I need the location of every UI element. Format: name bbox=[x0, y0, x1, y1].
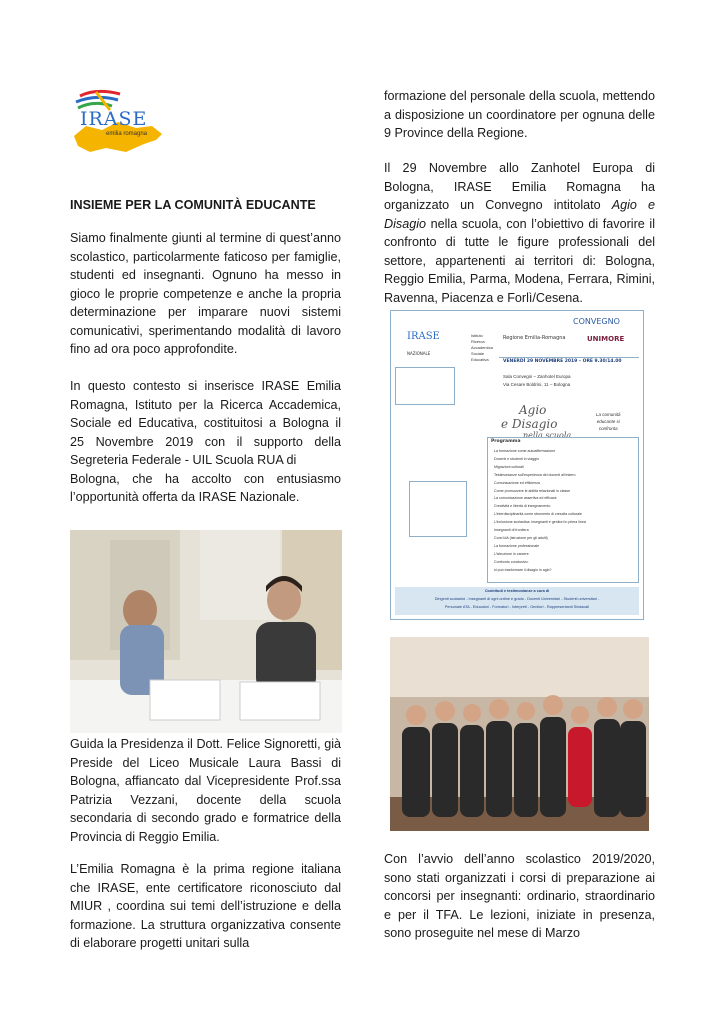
logo-region: emilia romagna bbox=[106, 131, 148, 137]
poster-program-list bbox=[494, 448, 638, 575]
poster-program-item: L’inclusione scolastica: insegnanti e genitori in prima linea bbox=[494, 520, 586, 525]
poster-program-item: Come promuovere le abilità relazionali in classe bbox=[494, 488, 571, 493]
p2-emphasis: Agio e Disagio bbox=[384, 198, 655, 231]
p2-line: 25 Novembre 2019 con il supporto della bbox=[70, 434, 341, 449]
p2-post: nella scuola, con l’obiettivo di favorire il confronto di tutte le figure professionali del settore, appartenenti ai territori di: Bologna, Reggio Emilia, Parma, Modena, Ferrara, Rimini, Ravenna, Piacenza e Forlì/Cesena. bbox=[384, 216, 655, 305]
poster-sidebar-box bbox=[395, 367, 455, 405]
poster-program-item: La formazione professionale bbox=[494, 543, 540, 548]
poster-footer-line: Personale ATA - Educatori - Formatori - Interpreti - Genitori - Rappresentanti Sindacali bbox=[444, 605, 590, 609]
poster-program-item: L’interdisciplinarità come strumento di crescita culturale bbox=[494, 512, 582, 517]
p2-line: Bologna, che ha accolto con entusiasmo bbox=[70, 471, 341, 486]
poster-venue bbox=[503, 373, 571, 389]
p2-line: In questo contesto si inserisce IRASE Emilia bbox=[70, 379, 341, 393]
poster-tagline-line: confronta bbox=[598, 426, 618, 431]
poster-institute-line: Ricerca bbox=[471, 339, 485, 344]
p2-line: Segreteria Federale - UIL Scuola RUA di bbox=[70, 453, 297, 467]
irase-logo bbox=[66, 86, 170, 170]
poster-script-line: e Disagio bbox=[501, 417, 558, 431]
poster-program-item: Confronto conclusivo: bbox=[494, 559, 529, 564]
poster-sidebar-box bbox=[409, 481, 467, 537]
poster-unimore: UNIMORE bbox=[587, 335, 625, 343]
poster-program-item: Corsi IdA (istruzione per gli adulti) bbox=[494, 535, 548, 540]
p2-pre: Il 29 Novembre allo Zanhotel Europa di Bologna, IRASE Emilia Romagna ha organizzato un Convegno intitolato bbox=[384, 161, 655, 212]
poster-institute-line: Accademica bbox=[471, 345, 493, 350]
poster-program-item: La comunicazione assertiva ed efficace bbox=[494, 496, 557, 501]
poster-program-item: L’istruzione in carcere bbox=[494, 551, 529, 556]
logo-brand: IRASE bbox=[80, 108, 148, 130]
poster-program-box bbox=[487, 437, 639, 583]
poster-program-item: Comunicazione ed efficienza bbox=[494, 480, 540, 485]
right-paragraph-1: formazione del personale della scuola, mettendo a disposizione un coordinatore per ognuna delle 9 Province della Regione. bbox=[384, 89, 655, 140]
poster-program-item: Testimonianze sull’esperienza dei docenti all’estero bbox=[494, 472, 576, 477]
p2-line: l’opportunità offerta da IRASE Nazionale. bbox=[70, 490, 300, 504]
signing-photo bbox=[70, 530, 342, 733]
poster-footer bbox=[395, 587, 639, 615]
convegno-poster bbox=[390, 310, 644, 620]
poster-program-item: Creatività e libertà di insegnamento bbox=[494, 504, 551, 509]
poster-tagline-line: La comunità bbox=[596, 412, 621, 417]
poster-institute-line: Sociale bbox=[471, 351, 485, 356]
p2-line: Sociale ed Educativa, costituitosi a Bologna il bbox=[70, 416, 341, 430]
poster-institute-line: Educativa bbox=[471, 357, 489, 362]
group-photo bbox=[390, 637, 649, 831]
poster-program-item: La formazione come autoaffermazione bbox=[494, 449, 556, 453]
poster-date: VENERDÌ 29 NOVEMBRE 2019 – ORE 9.30/14.00 bbox=[503, 359, 622, 364]
left-paragraph-3: Guida la Presidenza il Dott. Felice Signoretti, già Preside del Liceo Musicale Laura Bassi di Bologna, affiancato dal Vicepresidente Prof.ssa Patrizia Vezzani, docente della scuola secondaria di secondo grado e formatrice della Provincia di Reggio Emilia. bbox=[70, 737, 341, 844]
poster-footer-line: Dirigenti scolastici - Insegnanti di ogni ordine e grado - Docenti Universitari - Studenti universitari - bbox=[434, 597, 600, 601]
poster-script-title bbox=[501, 403, 571, 440]
poster-institute-line: Istituto bbox=[471, 333, 483, 338]
poster-footer-line: Contributi e testimonianze a cura di bbox=[484, 589, 550, 593]
right-paragraph-3: Con l’avvio dell’anno scolastico 2019/2020, sono stati organizzati i corsi di preparazione ai concorsi per insegnanti: ordinario, straordinario e per il TFA. Le lezioni, iniziate in presenza, sono proseguite nel mese di Marzo bbox=[384, 852, 655, 940]
poster-venue-line: Sala Convegni – Zanhotel Europa bbox=[503, 374, 571, 379]
article-title: INSIEME PER LA COMUNITÀ EDUCANTE bbox=[70, 198, 316, 212]
poster-script-line: Agio bbox=[519, 403, 547, 417]
poster-program-item: si può trasformare il disagio in agio? bbox=[494, 567, 552, 572]
poster-program-item: Insegnanti di frontiera bbox=[494, 528, 529, 533]
poster-script-line: nella scuola bbox=[523, 431, 572, 440]
poster-brand-sub: NAZIONALE bbox=[407, 351, 431, 356]
group-photo-image bbox=[390, 637, 649, 831]
signing-photo-image bbox=[70, 530, 342, 733]
right-paragraph-2 bbox=[384, 159, 655, 307]
poster-program-item: Migrazioni culturali bbox=[494, 464, 524, 469]
poster-convegno: CONVEGNO bbox=[573, 317, 620, 326]
poster-program-item: Docenti e studenti in viaggio bbox=[494, 456, 539, 461]
left-paragraph-1: Siamo finalmente giunti al termine di quest’anno scolastico, particolarmente faticoso per famiglie, studenti ed insegnanti. Ognuno ha messo in gioco le proprie competenze e anche la propria determinazione per imparare nuovi sistemi comunicativi, sperimentando modalità di lavoro fino ad ora poco approfondite. bbox=[70, 231, 341, 356]
poster-tagline bbox=[596, 411, 621, 432]
poster-institute bbox=[471, 333, 493, 363]
p2-line: Romagna, Istituto per la Ricerca Accademica, bbox=[70, 397, 341, 412]
poster-brand: IRASE bbox=[407, 331, 440, 342]
poster-venue-line: Via Cesare Boldrini, 11 – Bologna bbox=[503, 382, 571, 387]
poster-regione: Regione Emilia-Romagna bbox=[503, 335, 566, 341]
left-paragraph-2 bbox=[70, 377, 341, 507]
poster-tagline-line: educante si bbox=[596, 419, 620, 424]
poster-program-title: Programma bbox=[491, 439, 521, 444]
left-paragraph-4: L’Emilia Romagna è la prima regione italiana che IRASE, ente certificatore riconosciuto dal MIUR , coordina sui temi dell’istruzione e della formazione. La struttura organizzativa consente di elaborare progetti unitari sulla bbox=[70, 862, 341, 950]
